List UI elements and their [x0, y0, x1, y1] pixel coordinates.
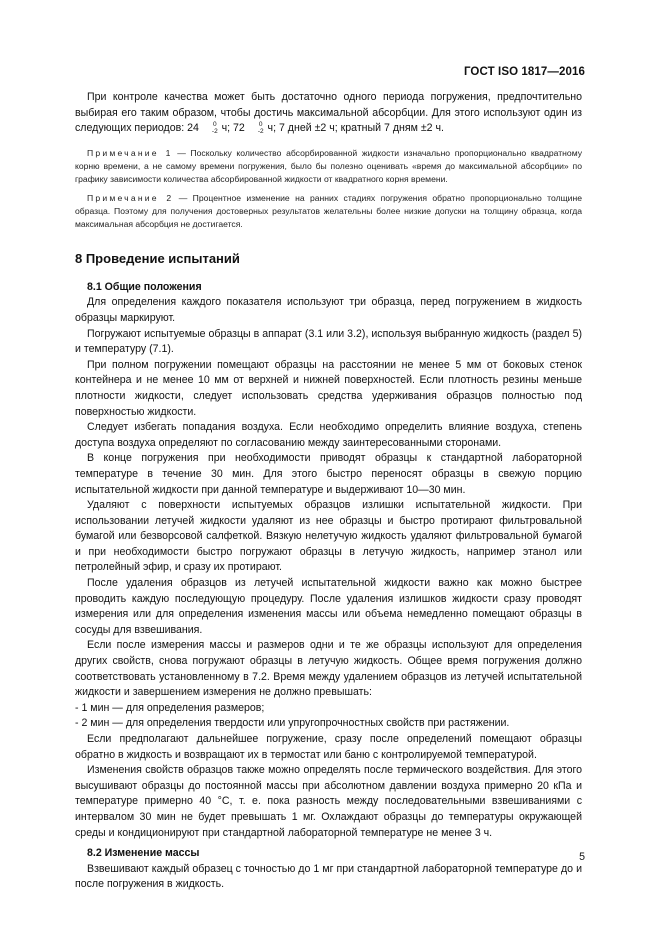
note-2-label: Примечание 2 [87, 192, 174, 203]
list-item: - 1 мин — для определения размеров; [75, 701, 265, 714]
tolerance-upper-2: 0 [258, 121, 263, 129]
document-header: ГОСТ ISO 1817—2016 [463, 66, 585, 78]
tolerance-upper-1: 0 [212, 121, 217, 129]
page-content [75, 90, 582, 893]
paragraph: Для определения каждого показателя используют три образца, перед погружением в жидкость образцы маркируют. [75, 296, 582, 324]
paragraph: Если после измерения массы и размеров одни и те же образцы используют для определения других свойств, снова погружают образцы в летучую жидкость. Общее время погружения должно соответствовать установленному в 7.2. Время между удалением образцов из летучей испытательной жидкости и завершением измерения не должно превышать: [75, 639, 582, 699]
paragraph: После удаления образцов из летучей испытательной жидкости важно как можно быстрее проводить каждую последующую процедуру. После удаления излишков жидкости сразу проводят измерения или для определения изменения массы или объема немедленно помещают образцы в сосуды для взвешивания. [75, 577, 582, 636]
section-title: 8 Проведение испытаний [75, 250, 240, 266]
note-1-label: Примечание 1 [87, 147, 173, 158]
intro-text-b: ч; 72 [218, 122, 245, 135]
intro-paragraph [75, 90, 582, 137]
tolerance-lower-1: -2 [211, 128, 218, 136]
paragraph: Изменения свойств образцов также можно определять после термического воздействия. Для этого высушивают образцы до постоянной массы при абсолютном давлении воздуха примерно 20 кПа и температуре примерно 40 °С, т. е. пока разность между последовательными взвешиваниями с интервалом 30 мин не будет превышать 1 мг. Охлаждают образцы до температуры окружающей среды и кондиционируют при стандартной лабораторной температуре не менее 3 ч. [75, 764, 582, 839]
note-1-text: — Поскольку количество абсорбированной жидкости изначально пропорционально квадратному корню времени, а не самому времени погружения, было бы полезно оценивать «время до максимальной абсорбции» по графику зависимости количества абсорбированной жидкости от квадратного корня времени. [75, 147, 582, 184]
intro-text-c: ч; 7 дней ±2 ч; кратный 7 дням ±2 ч. [264, 122, 444, 135]
page-number: 5 [579, 851, 585, 863]
list-item: - 2 мин — для определения твердости или упругопрочностных свойств при растяжении. [75, 717, 510, 730]
paragraph: Удаляют с поверхности испытуемых образцов излишки испытательной жидкости. При использовании летучей жидкости удаляют из нее образцы и быстро протирают фильтровальной бумагой или безворсовой салфеткой. Вязкую нелетучую жидкость удаляют фильтровальной бумагой и при необходимости быстро погружают образцы в летучую жидкость, например этанол или петролейный эфир, и сразу их протирают. [75, 499, 582, 574]
tolerance-fraction-2 [246, 121, 264, 135]
subsection-8-1-title: 8.1 Общие положения [87, 280, 202, 293]
paragraph: Следует избегать попадания воздуха. Если необходимо определить влияние воздуха, степень доступа воздуха определяют по согласованию между заинтересованными сторонами. [75, 421, 582, 449]
paragraph: Погружают испытуемые образцы в аппарат (3.1 или 3.2), используя выбранную жидкость (раздел 5) и температуру (7.1). [75, 327, 582, 356]
paragraph: Взвешивают каждый образец с точностью до 1 мг при стандартной лабораторной температуре до и после погружения в жидкость. [75, 862, 582, 891]
note-1 [75, 147, 582, 186]
tolerance-lower-2: -2 [257, 128, 264, 136]
paragraph: Если предполагают дальнейшее погружение, сразу после определений помещают образцы обратно в жидкость и возвращают их в термостат или баню с контролируемой температурой. [75, 733, 582, 761]
note-2 [75, 192, 582, 231]
paragraph: В конце погружения при необходимости приводят образцы к стандартной лабораторной температуре в течение 30 мин. Для этого быстро переносят образцы в свежую порцию испытательной жидкости при данной температуре и выдерживают 10—30 мин. [75, 452, 582, 496]
intro-text-a: При контроле качества может быть достаточно одного периода погружения, предпочтительно выбирая его таким образом, чтобы достичь максимальной абсорбции. Для этого используют один из следующих периодов: 24 [75, 91, 582, 135]
paragraph: При полном погружении помещают образцы на расстоянии не менее 5 мм от боковых стенок контейнера и не менее 10 мм от верхней и нижней поверхностей. Если плотность резины меньше плотности жидкости, следует использовать средства удерживания образцов полностью под поверхностью жидкости. [75, 358, 582, 418]
subsection-8-2-title: 8.2 Изменение массы [87, 847, 200, 860]
tolerance-fraction-1 [200, 121, 218, 135]
note-2-text: — Процентное изменение на ранних стадиях погружения обратно пропорционально толщине образца. Поэтому для получения достоверных результатов желательны более низкие допуски на толщину образца, когда максимальная абсорбция не достигается. [75, 192, 582, 229]
